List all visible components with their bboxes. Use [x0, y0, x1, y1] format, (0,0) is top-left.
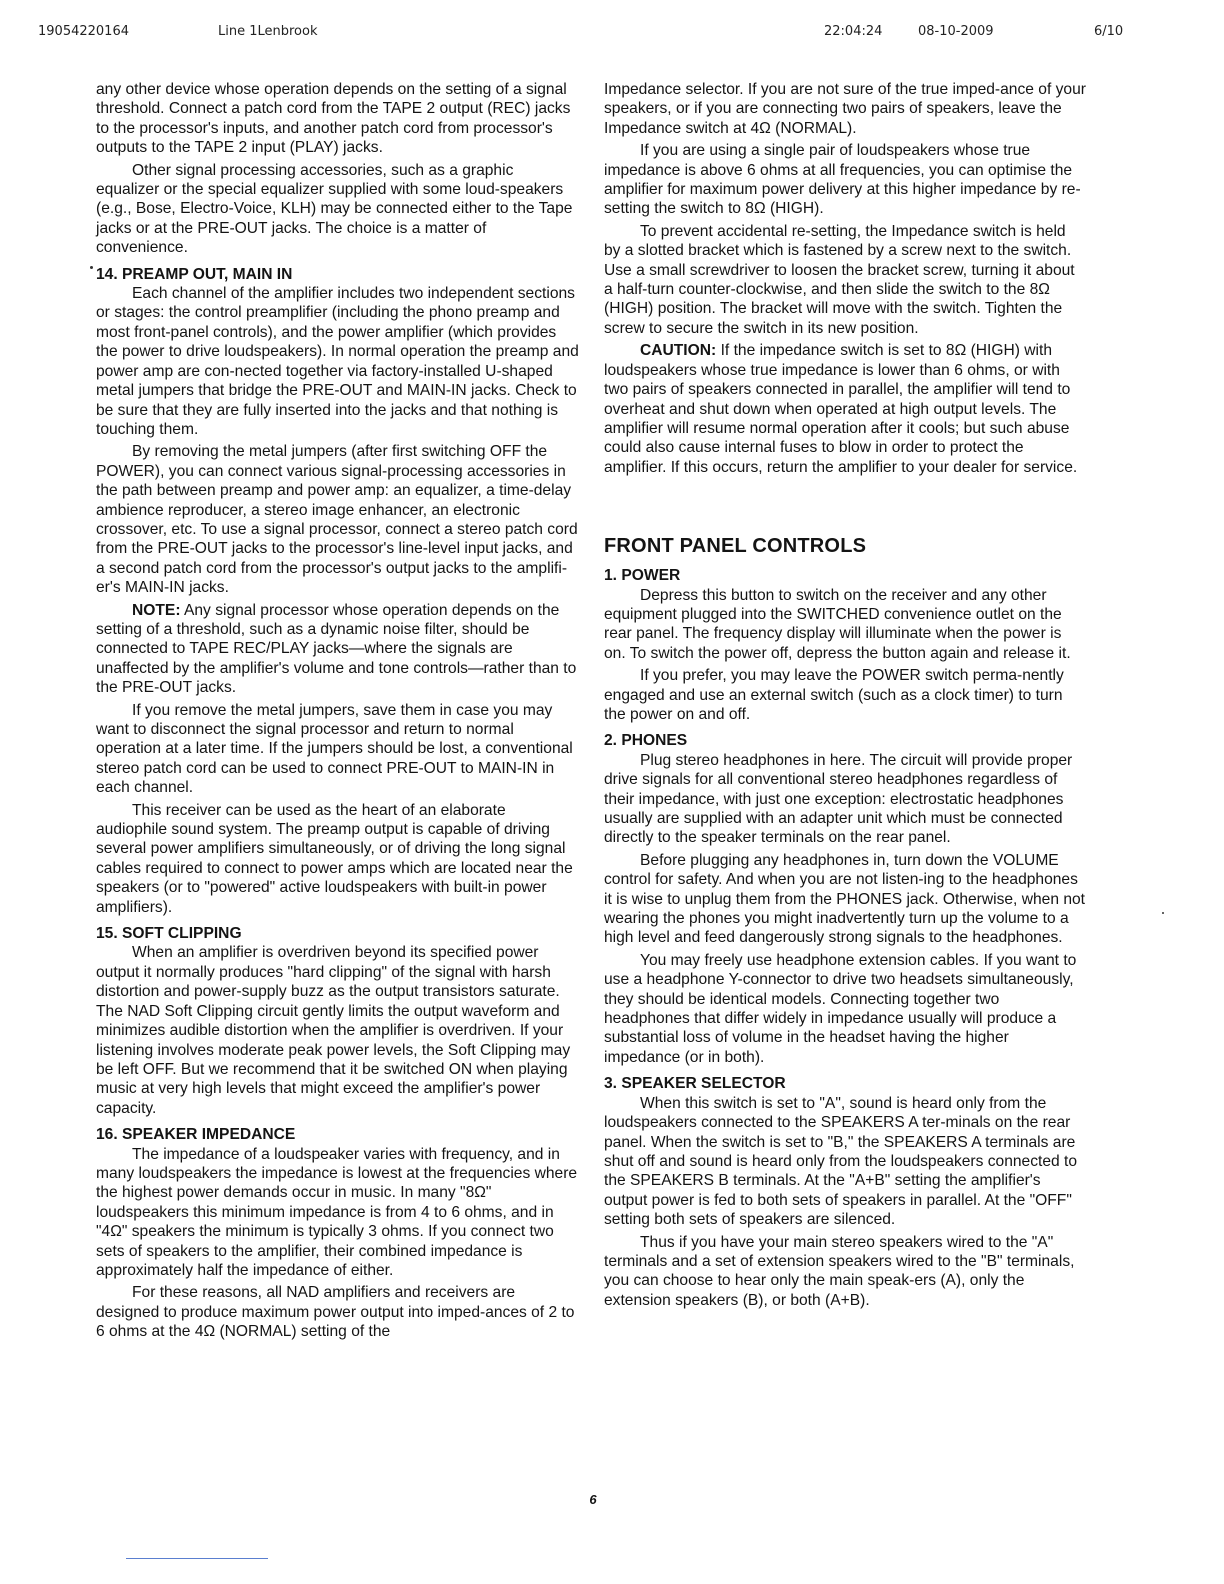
section-heading-phones: 2. PHONES [604, 732, 688, 750]
caution-label: CAUTION: [640, 342, 717, 360]
caution-text: If the impedance switch is set to 8Ω (HIGH) with loudspeakers whose true impedance is lower than 6 ohms, or with two pairs of speakers connected in parallel, the amplifier will tend to overheat and shut down when operated at high output levels. The amplifier will resume normal operation after it cools; but such abuse could also cause internal fuses to blow in order to protect the amplifier. If this occurs, return the amplifier to your dealer for service. [604, 342, 1078, 476]
paragraph: When this switch is set to "A", sound is heard only from the loudspeakers connected to the SPEAKERS A ter-minals on the rear panel. When the switch is set to "B," the SPEAKERS A terminals are shut off and sound is heard only from the loudspeakers connected to the SPEAKERS B terminals. At the "A+B" setting the amplifier's output power is fed to both sets of speakers in parallel. At the "OFF" setting both sets of speakers are silenced. [604, 1094, 1078, 1229]
paragraph: You may freely use headphone extension cables. If you want to use a headphone Y-connector to drive two headsets simultaneously, they should be identical models. Connecting together two headphones that differ widely in impedance usually will produce a substantial loss of volume in the headset having the higher impedance (or in both). [604, 951, 1077, 1066]
paragraph: The impedance of a loudspeaker varies with frequency, and in many loudspeakers the impedance is lowest at the frequencies where the highest power demands occur in music. In many "8Ω" loudspeakers this minimum impedance is from 4 to 6 ohms, and in "4Ω" speakers the minimum is typically 3 ohms. If you connect two sets of speakers to the amplifier, their combined impedance is approximately half the impedance of either. [96, 1145, 578, 1279]
paragraph: If you remove the metal jumpers, save them in case you may want to disconnect the signal processor and return to normal operation at a later time. If the jumpers should be lost, a conventional stereo patch cord can be used to connect PRE-OUT to MAIN-IN in each channel. [96, 701, 573, 797]
fax-number: 19054220164 [38, 24, 129, 39]
fax-time: 22:04:24 [824, 24, 883, 39]
section-heading-speaker-impedance: 16. SPEAKER IMPEDANCE [96, 1126, 296, 1144]
scan-speck [1162, 912, 1164, 914]
note-text: Any signal processor whose operation depends on the setting of a threshold, such as a dynamic noise filter, should be connected to TAPE REC/PLAY jacks—where the signals are unaffected by the amplifier's volume and tone controls—rather than to the PRE-OUT jacks. [96, 601, 577, 697]
section-heading-speaker-selector: 3. SPEAKER SELECTOR [604, 1075, 786, 1093]
paragraph: When an amplifier is overdriven beyond its specified power output it normally produces "hard clipping" of the signal with harsh distortion and power-supply buzz as the output transistors saturate. The NAD Soft Clipping circuit gently limits the output waveform and minimizes audible distortion when the amplifier is overdriven. If your listening involves moderate peak power levels, the Soft Clipping may be left OFF. But we recommend that it be switched ON when playing music at very high levels that might exceed the amplifier's power capacity. [96, 944, 571, 1117]
paragraph: any other device whose operation depends on the setting of a signal threshold. Connect a patch cord from the TAPE 2 output (REC) jacks to the processor's inputs, and another patch cord from processor's outputs to the TAPE 2 input (PLAY) jacks. [96, 81, 571, 157]
paragraph: By removing the metal jumpers (after first switching OFF the POWER), you can connect various signal-processing accessories in the path between preamp and power amp: an equalizer, a time-delay ambience reproducer, a stereo image enhancer, an electronic crossover, etc. To use a signal processor, connect a stereo patch cord from the PRE-OUT jacks to the processor's line-level input jacks, and a second patch cord from the processor's output jacks to the amplifi-er's MAIN-IN jacks. [96, 443, 578, 597]
footer-rule [126, 1558, 268, 1559]
caution-paragraph [604, 341, 1086, 477]
paragraph: Depress this button to switch on the receiver and any other equipment plugged into the SWITCHED convenience outlet on the rear panel. The frequency display will illuminate when the power is on. To switch the power off, depress the button again and release it. [604, 586, 1071, 662]
paragraph: Before plugging any headphones in, turn down the VOLUME control for safety. And when you are not listen-ing to the headphones it is wise to unplug them from the PHONES jack. Otherwise, when not wearing the phones you might inadvertently turn up the volume to a high level and feed dangerously strong signals to the headphones. [604, 851, 1086, 947]
section-heading-soft-clipping: 15. SOFT CLIPPING [96, 925, 242, 943]
paragraph: Plug stereo headphones in here. The circuit will provide proper drive signals for all conventional stereo headphones regardless of their impedance, with just one exception: electrostatic headphones usually are supplied with an adapter unit which must be connected directly to the speaker terminals on the rear panel. [604, 751, 1073, 847]
paragraph: This receiver can be used as the heart of an elaborate audiophile sound system. The preamp output is capable of driving several power amplifiers simultaneously, or of driving the long signal cables required to connect to power amps which are located near the speakers (or to "powered" active loudspeakers with built-in power amplifiers). [96, 801, 573, 916]
paragraph: If you prefer, you may leave the POWER switch perma-nently engaged and use an external switch (such as a clock timer) to turn the power on and off. [604, 667, 1064, 723]
page-number: 6 [589, 1492, 597, 1507]
paragraph: Other signal processing accessories, such as a graphic equalizer or the special equalizer supplied with some loud-speakers (e.g., Bose, Electro-Voice, KLH) may be connected either to the Tape jacks or at the PRE-OUT jacks. The choice is a matter of convenience. [96, 161, 573, 257]
paragraph: If you are using a single pair of loudspeakers whose true impedance is above 6 ohms at all frequencies, you can optimise the amplifier for maximum power delivery at this higher impedance by re-setting the switch to 8Ω (HIGH). [604, 142, 1081, 218]
fax-page: 6/10 [1094, 24, 1124, 39]
section-title-front-panel: FRONT PANEL CONTROLS [604, 535, 867, 558]
paragraph: To prevent accidental re-setting, the Impedance switch is held by a slotted bracket which is fastened by a screw next to the switch. Use a small screwdriver to loosen the bracket screw, turning it about a half-turn counter-clockwise, and then slide the switch to the 8Ω (HIGH) position. The bracket will move with the switch. Tighten the screw to secure the switch in its new position. [604, 222, 1075, 337]
fax-header [0, 24, 1224, 46]
column-gap [604, 477, 1086, 533]
left-column [96, 80, 580, 1342]
scan-speck [90, 266, 93, 269]
note-label: NOTE: [132, 601, 181, 619]
right-column [604, 80, 1086, 1310]
paragraph: Thus if you have your main stereo speakers wired to the "A" terminals and a set of extension speakers wired to the "B" terminals, you can choose to hear only the main speak-ers (A), only the extension speakers (B), or both (A+B). [604, 1233, 1075, 1309]
fax-line: Line 1Lenbrook [218, 24, 318, 39]
note-paragraph [96, 601, 580, 698]
paragraph: For these reasons, all NAD amplifiers and receivers are designed to produce maximum power output into imped-ances of 2 to 6 ohms at the 4Ω (NORMAL) setting of the [96, 1284, 575, 1341]
section-heading-power: 1. POWER [604, 567, 681, 585]
paragraph: Impedance selector. If you are not sure of the true imped-ance of your speakers, or if you are connecting two pairs of speakers, leave the Impedance switch at 4Ω (NORMAL). [604, 81, 1086, 137]
fax-date: 08-10-2009 [918, 24, 994, 39]
paragraph: Each channel of the amplifier includes two independent sections or stages: the control preamplifier (including the phono preamp and most front-panel controls), and the power amplifier (which provides the power to drive loudspeakers). In normal operation the preamp and power amp are con-nected together via factory-installed U-shaped metal jumpers that bridge the PRE-OUT and MAIN-IN jacks. Check to be sure that they are fully inserted into the jacks and that nothing is touching them. [96, 285, 579, 438]
section-heading-preamp-out: 14. PREAMP OUT, MAIN IN [96, 265, 293, 283]
